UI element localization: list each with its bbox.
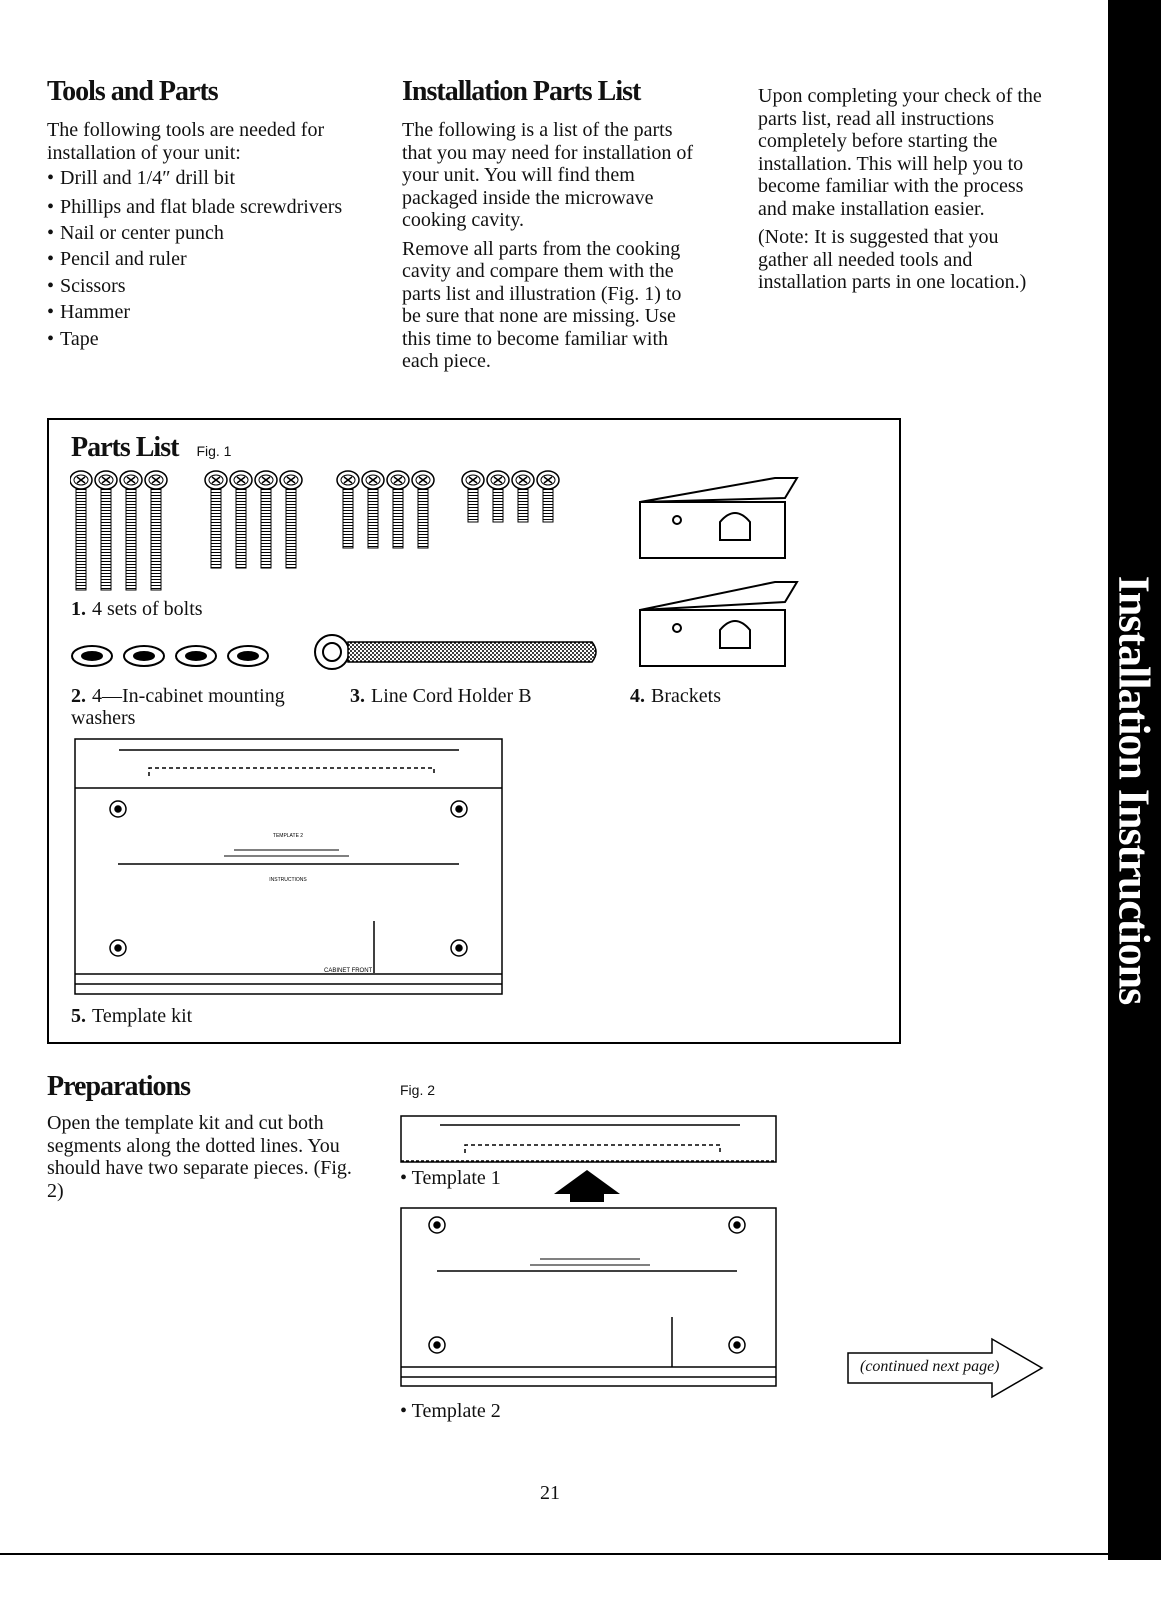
bolt-set-1	[70, 471, 167, 590]
template-2-illustration	[400, 1207, 778, 1389]
template-2-text: TEMPLATE 2	[272, 833, 304, 839]
line-cord-holder-illustration	[312, 632, 602, 672]
cabinet-front-text: CABINET FRONT	[324, 968, 373, 974]
arrow-up-icon	[552, 1168, 622, 1204]
part-3-label: 3. Line Cord Holder B	[350, 685, 532, 707]
tool-item: • Phillips and flat blade screwdrivers	[47, 195, 343, 218]
reading-note	[758, 85, 1050, 300]
fig2-label: Fig. 2	[400, 1082, 436, 1098]
brackets-illustration	[625, 470, 805, 670]
fig1-label: Fig. 1	[196, 443, 232, 459]
bolts-illustration	[70, 470, 570, 595]
template-2-caption: • Template 2	[400, 1400, 501, 1422]
tool-item: • Tape	[47, 327, 99, 350]
template-1-illustration	[400, 1115, 778, 1165]
page-number: 21	[540, 1482, 560, 1504]
parts-list-title-row	[71, 432, 231, 464]
tool-item: • Drill and 1/4″ drill bit	[47, 167, 235, 189]
tool-item: • Pencil and ruler	[47, 248, 187, 270]
template-1-caption: • Template 1	[400, 1167, 501, 1189]
paragraph: The following is a list of the parts that you may need for installation of your unit. You will find them packaged inside the microwave cooking cavity.	[402, 119, 694, 231]
tools-intro: The following tools are needed for installation of your unit:	[47, 119, 325, 164]
bolt-set-3	[337, 471, 434, 548]
continued-next-page-button[interactable]	[846, 1337, 1046, 1399]
part-2-label: 2. 4—In-cabinet mounting washers	[71, 685, 285, 729]
paragraph: Remove all parts from the cooking cavity and compare them with the parts list and illustration (Fig. 1) to be sure that none are missing. Use this time to become familiar with each piece.	[402, 237, 682, 372]
preparations-text: Open the template kit and cut both segments along the dotted lines. You should have two separate pieces. (Fig. 2)	[47, 1112, 352, 1202]
bolt-set-4	[462, 471, 559, 522]
parts-list-intro	[402, 119, 702, 379]
tools-list	[47, 165, 357, 352]
tool-item: • Scissors	[47, 274, 126, 297]
tools-and-parts-heading: Tools and Parts	[47, 76, 218, 107]
washers-illustration	[70, 640, 280, 672]
paragraph: Upon completing your check of the parts list, read all instructions completely before starting the installation. This will help you to become familiar with the process and make installation easier.	[758, 85, 1042, 220]
instructions-text: INSTRUCTIONS	[269, 877, 307, 883]
continued-text: (continued next page)	[860, 1358, 1000, 1375]
bottom-rule	[0, 1553, 1161, 1555]
installation-parts-heading: Installation Parts List	[402, 76, 641, 107]
part-5-label: 5. Template kit	[71, 1005, 193, 1027]
parts-list-title: Parts List	[71, 432, 179, 463]
part-4-label: 4. Brackets	[630, 685, 721, 707]
template-kit-illustration	[74, 738, 504, 996]
bolt-set-2	[205, 471, 302, 568]
tool-item: • Nail or center punch	[47, 221, 224, 244]
tool-item: • Hammer	[47, 301, 130, 323]
part-1-label: 1. 4 sets of bolts	[71, 598, 203, 620]
preparations-heading: Preparations	[47, 1071, 191, 1102]
sidebar-title: Installation Instructions	[1109, 575, 1159, 1005]
paragraph: (Note: It is suggested that you gather all needed tools and installation parts in one location.)	[758, 226, 1027, 293]
